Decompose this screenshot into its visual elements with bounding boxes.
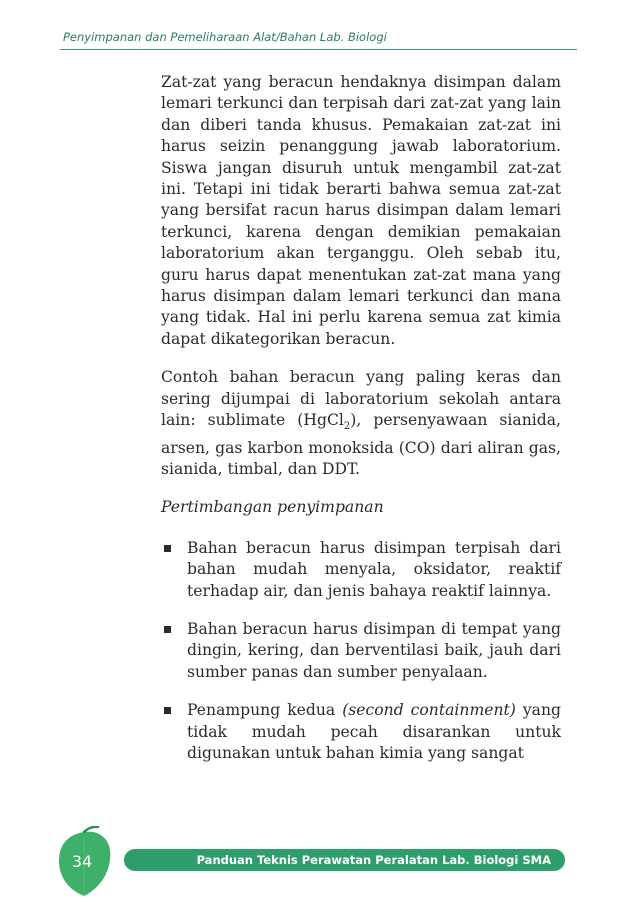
- footer-banner: [124, 849, 565, 871]
- paragraph-toxic-examples: [161, 367, 561, 480]
- running-header: Penyimpanan dan Pemeliharaan Alat/Bahan Lab. Biologi: [63, 30, 387, 44]
- examples-text-end: ), persenyawaan sianida, arsen, gas karbon monoksida (CO) dari aliran gas, sianida, timbal, dan DDT.: [161, 411, 561, 479]
- header-divider: [60, 49, 577, 50]
- list-item-italic-term: (second containment): [342, 701, 516, 720]
- list-item: [161, 619, 561, 683]
- list-item-text-end: yang tidak mudah pecah disarankan untuk digunakan untuk bahan kimia yang sangat: [187, 701, 561, 763]
- section-heading: Pertimbangan penyimpanan: [161, 498, 384, 517]
- paragraph-toxic-storage: Zat-zat yang beracun hendaknya disimpan dalam lemari terkunci dan terpisah dari zat-zat yang lain dan diberi tanda khusus. Pemakaian zat-zat ini harus seizin penanggung jawab laboratorium. Siswa jangan disuruh untuk mengambil zat-zat ini. Tetapi ini tidak berarti bahwa semua zat-zat yang bersifat racun harus disimpan dalam lemari terkunci, karena dengan demikian pemakaian laboratorium akan terganggu. Oleh sebab itu, guru harus dapat menentukan zat-zat mana yang harus disimpan dalam lemari terkunci dan mana yang tidak. Hal ini perlu karena semua zat kimia dapat dikategorikan beracun.: [161, 73, 561, 348]
- examples-text-start: Contoh bahan beracun yang paling keras dan sering dijumpai di laboratorium sekolah antara lain: sublimate (: [161, 368, 561, 430]
- list-item: [161, 538, 561, 602]
- storage-considerations-list: [161, 538, 561, 765]
- square-bullet-icon: [164, 626, 171, 633]
- square-bullet-icon: [164, 545, 171, 552]
- footer-book-title: Panduan Teknis Perawatan Peralatan Lab. Biologi SMA: [196, 853, 551, 867]
- page-number: 34: [71, 852, 93, 871]
- list-item-text: Bahan beracun harus disimpan terpisah dari bahan mudah menyala, oksidator, reaktif terhadap air, dan jenis bahaya reaktif lainnya.: [187, 538, 561, 600]
- square-bullet-icon: [164, 707, 171, 714]
- list-item-text: Bahan beracun harus disimpan di tempat yang dingin, kering, dan berventilasi baik, jauh dari sumber panas dan sumber penyalaan.: [187, 620, 561, 681]
- formula-hgcl: HgCl: [303, 411, 344, 430]
- list-item: [161, 700, 561, 764]
- list-item-text-start: Penampung kedua: [187, 701, 343, 720]
- page-body: [161, 72, 561, 764]
- formula-subscript: 2: [343, 421, 351, 433]
